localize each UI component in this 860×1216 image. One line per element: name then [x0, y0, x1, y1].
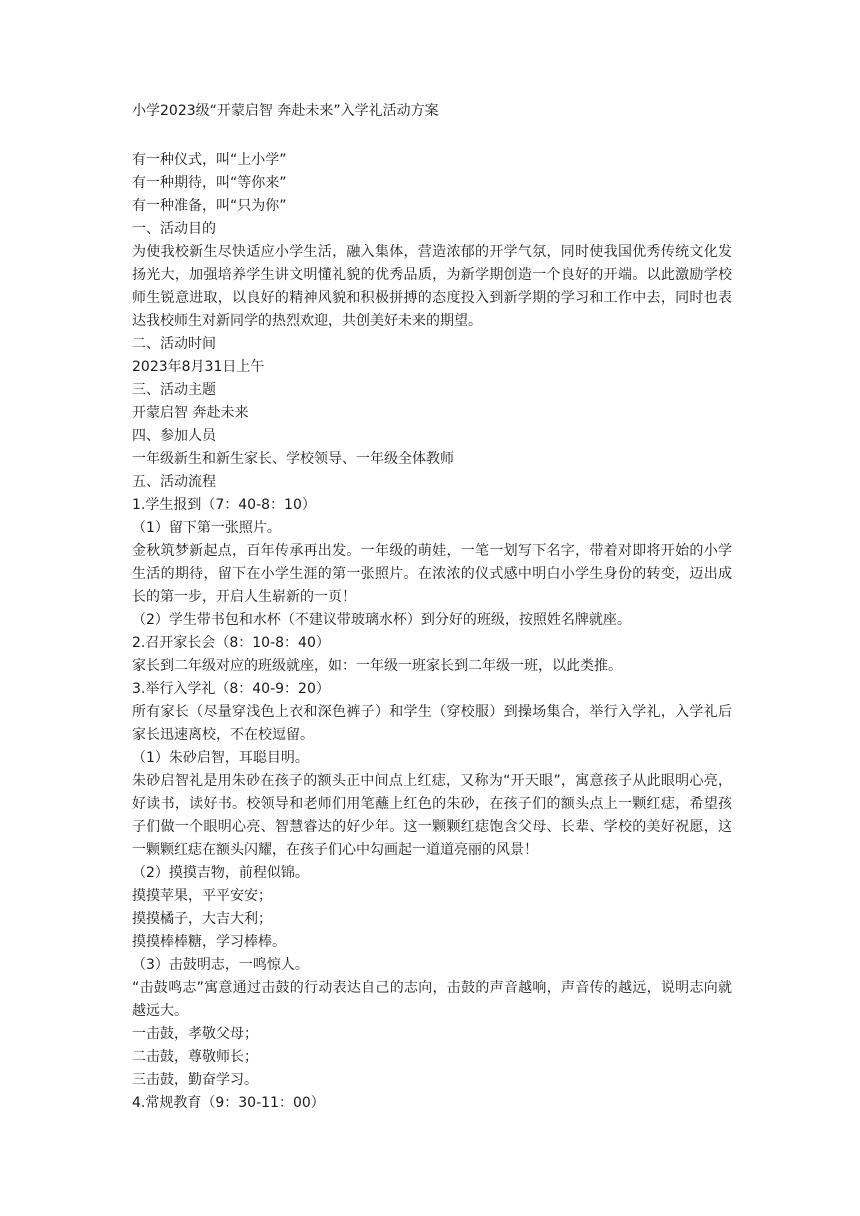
step-2-heading: 2.召开家长会（8：10-8：40）: [132, 635, 330, 651]
intro-line-3: 有一种准备，叫“只为你”: [132, 198, 287, 214]
section-heading-time: 二、活动时间: [132, 336, 216, 352]
step-1-paragraph: 金秋筑梦新起点，百年传承再出发。一年级的萌娃，一笔一划写下名字，带着对即将开始的小学生活的期待，留下在小学生涯的第一张照片。在浓浓的仪式感中明白小学生身份的转变，迈出成长的第一步，开启人生崭新的一页！: [132, 543, 732, 605]
step-3-item-2-line-1: 摸摸苹果，平平安安；: [132, 888, 272, 904]
step-1-item-2: （2）学生带书包和水杯（不建议带玻璃水杯）到分好的班级，按照姓名牌就座。: [132, 612, 631, 628]
intro-line-2: 有一种期待，叫“等你来”: [132, 175, 287, 191]
step-3-item-3-line-2: 二击鼓，尊敬师长；: [132, 1049, 258, 1065]
step-1-heading: 1.学生报到（7：40-8：10）: [132, 497, 316, 513]
step-3-item-1: （1）朱砂启智，耳聪目明。: [132, 750, 309, 766]
section-heading-participants: 四、参加人员: [132, 428, 216, 444]
step-3-item-3-paragraph: “击鼓鸣志”寓意通过击鼓的行动表达自己的志向，击鼓的声音越响，声音传的越远，说明志向就越远大。: [132, 980, 732, 1019]
step-3-item-3-line-1: 一击鼓，孝敬父母；: [132, 1026, 258, 1042]
participants-paragraph: 一年级新生和新生家长、学校领导、一年级全体教师: [132, 451, 454, 467]
time-paragraph: 2023年8月31日上午: [132, 359, 265, 375]
step-1-item-1: （1）留下第一张照片。: [132, 520, 281, 536]
section-heading-process: 五、活动流程: [132, 474, 216, 490]
step-3-paragraph: 所有家长（尽量穿浅色上衣和深色裤子）和学生（穿校服）到操场集合，举行入学礼，入学礼后家长迅速离校，不在校逗留。: [132, 704, 732, 743]
document-body: [132, 149, 732, 1115]
document-page: [132, 100, 732, 1115]
purpose-paragraph: 为使我校新生尽快适应小学生活，融入集体，营造浓郁的开学气氛，同时使我国优秀传统文化发扬光大，加强培养学生讲文明懂礼貌的优秀品质，为新学期创造一个良好的开端。以此激励学校师生锐意进取，以良好的精神风貌和积极拼搏的态度投入到新学期的学习和工作中去，同时也表达我校师生对新同学的热烈欢迎，共创美好未来的期望。: [132, 244, 732, 329]
step-3-item-2-line-3: 摸摸棒棒糖，学习棒棒。: [132, 934, 286, 950]
section-heading-theme: 三、活动主题: [132, 382, 216, 398]
step-4-heading: 4.常规教育（9：30-11：00）: [132, 1095, 325, 1111]
step-3-item-3-line-3: 三击鼓，勤奋学习。: [132, 1072, 258, 1088]
step-3-item-2-line-2: 摸摸橘子，大吉大利；: [132, 911, 272, 927]
section-heading-purpose: 一、活动目的: [132, 221, 216, 237]
document-title: 小学2023级“开蒙启智 奔赴未来”入学礼活动方案: [132, 103, 439, 119]
step-2-paragraph: 家长到二年级对应的班级就座，如：一年级一班家长到二年级一班，以此类推。: [132, 658, 622, 674]
intro-line-1: 有一种仪式，叫“上小学”: [132, 152, 287, 168]
step-3-item-3: （3）击鼓明志，一鸣惊人。: [132, 957, 309, 973]
step-3-item-2: （2）摸摸吉物，前程似锦。: [132, 865, 309, 881]
theme-paragraph: 开蒙启智 奔赴未来: [132, 405, 249, 421]
title-gap: [132, 123, 732, 149]
step-3-item-1-paragraph: 朱砂启智礼是用朱砂在孩子的额头正中间点上红痣，又称为“开天眼”，寓意孩子从此眼明心亮，好读书，读好书。校领导和老师们用笔蘸上红色的朱砂，在孩子们的额头点上一颗红痣，希望孩子们做一个眼明心亮、智慧睿达的好少年。这一颗颗红痣饱含父母、长辈、学校的美好祝愿，这一颗颗红痣在额头闪耀，在孩子们心中勾画起一道道亮丽的风景！: [132, 773, 732, 858]
step-3-heading: 3.举行入学礼（8：40-9：20）: [132, 681, 330, 697]
